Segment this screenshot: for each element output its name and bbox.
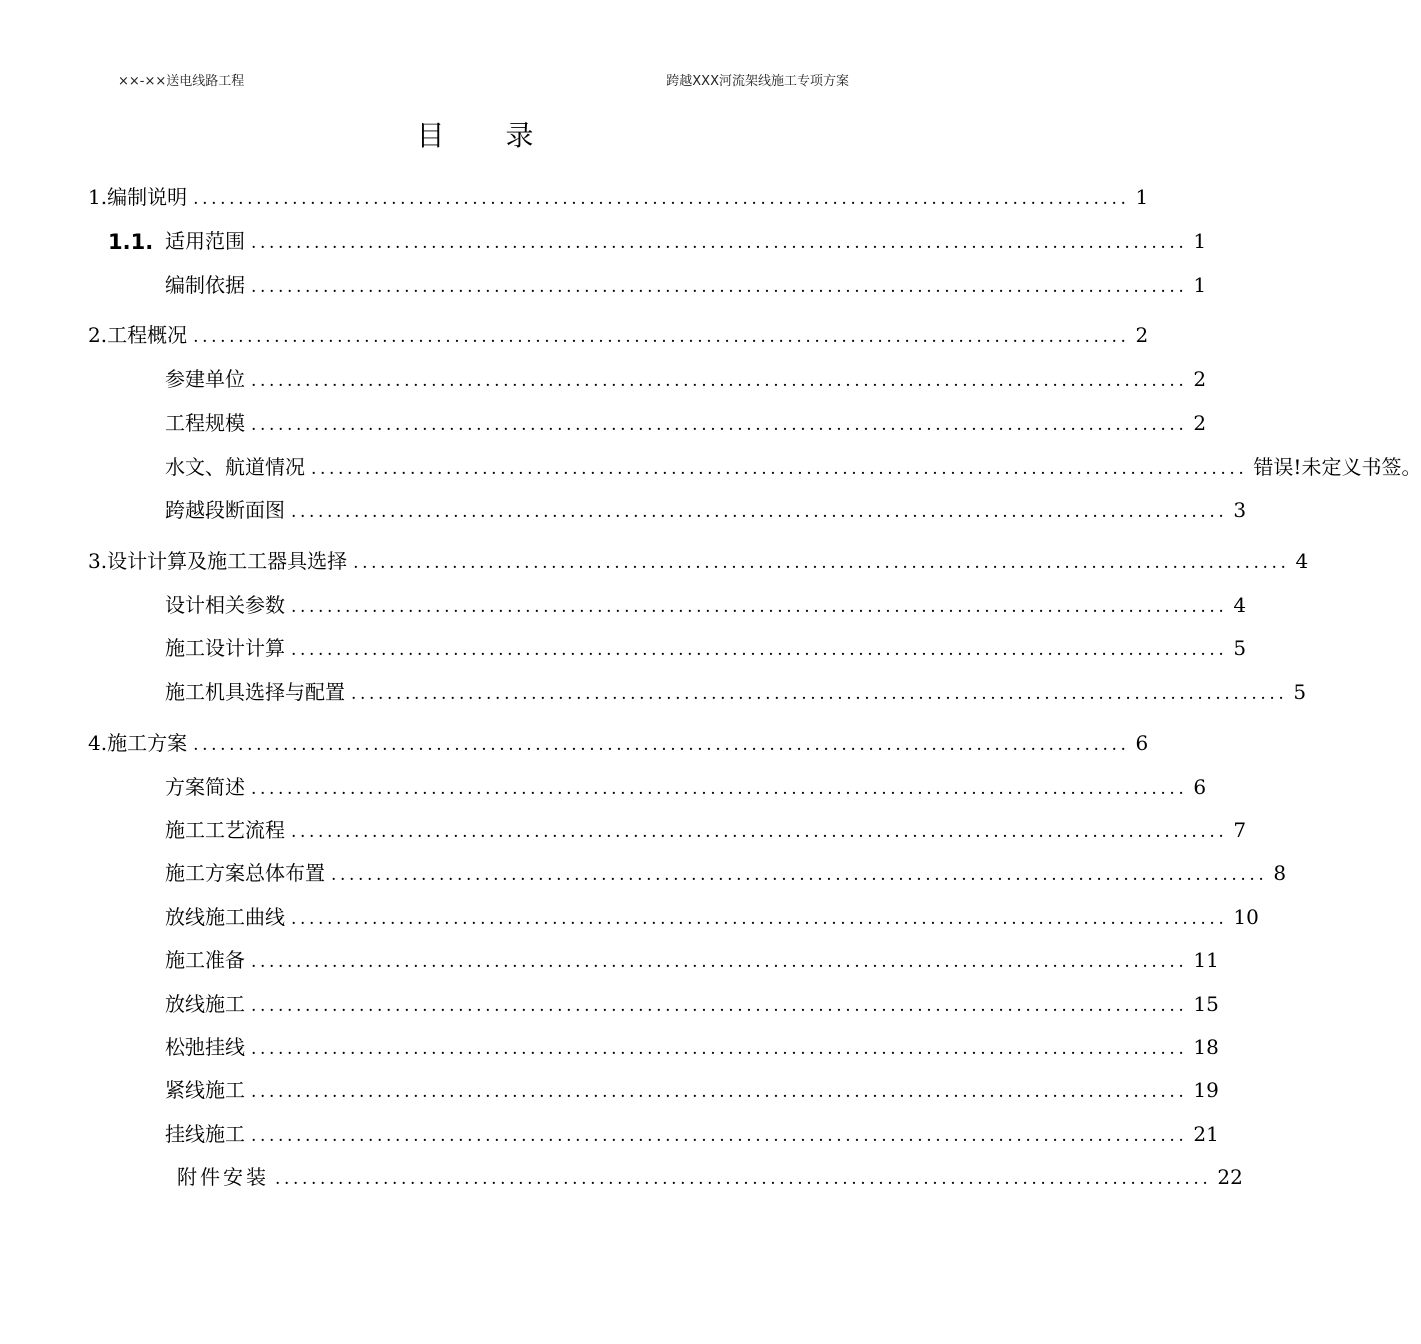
toc-entry[interactable]: [165, 633, 1247, 663]
toc-leader-dots: ........................................................................................................: [193, 327, 1130, 347]
toc-entry-page: 7: [1233, 818, 1247, 842]
toc-entry-label: 附件安装: [177, 1165, 269, 1189]
toc-entry-page: 22: [1217, 1165, 1243, 1189]
toc-entry[interactable]: [88, 320, 1149, 350]
heading-number-marker: 1.1.: [108, 230, 154, 254]
toc-entry[interactable]: [165, 677, 1307, 707]
toc-leader-dots: ........................................................................................................: [193, 735, 1130, 755]
toc-leader-dots: ........................................................................................................: [251, 233, 1188, 253]
toc-entry-label: 设计相关参数: [165, 593, 285, 617]
toc-leader-dots: ........................................................................................................: [251, 996, 1188, 1016]
toc-entry-label: 水文、航道情况: [165, 455, 305, 479]
toc-entry-label: 挂线施工: [165, 1122, 245, 1146]
toc-leader-dots: ........................................................................................................: [251, 779, 1188, 799]
toc-entry-page: 3: [1233, 498, 1247, 522]
toc-entry[interactable]: [88, 728, 1149, 758]
toc-entry-page: 18: [1193, 1035, 1219, 1059]
toc-entry[interactable]: [165, 590, 1247, 620]
toc-entry-label: 参建单位: [165, 367, 245, 391]
toc-entry-label: 放线施工曲线: [165, 905, 285, 929]
toc-entry[interactable]: [165, 1032, 1219, 1062]
toc-leader-dots: ........................................................................................................: [291, 909, 1228, 929]
toc-entry[interactable]: [165, 858, 1287, 888]
toc-entry-label: 设计计算及施工工器具选择: [107, 549, 348, 573]
toc-entry-page: 1: [1135, 185, 1149, 209]
toc-entry-page: 4: [1295, 549, 1309, 573]
toc-leader-dots: ........................................................................................................: [291, 822, 1228, 842]
toc-entry-page: 6: [1193, 775, 1207, 799]
toc-entry-page: 11: [1193, 948, 1219, 972]
toc-entry-page: 4: [1233, 593, 1247, 617]
toc-entry[interactable]: [165, 364, 1207, 394]
toc-entry-label: 施工机具选择与配置: [165, 680, 345, 704]
toc-entry-page: 2: [1193, 411, 1207, 435]
toc-entry-page: 1: [1193, 229, 1207, 253]
running-header-left: ××-××送电线路工程: [118, 74, 245, 89]
toc-leader-dots: ........................................................................................................: [251, 952, 1188, 972]
running-header-right: 跨越XXX河流架线施工专项方案: [666, 74, 849, 89]
toc-leader-dots: ........................................................................................................: [353, 553, 1290, 573]
toc-entry-label: 施工方案总体布置: [165, 861, 325, 885]
toc-entry-label: 工程概况: [107, 323, 188, 347]
toc-leader-dots: ........................................................................................................: [193, 189, 1130, 209]
toc-entry-label: 施工方案: [107, 731, 188, 755]
toc-entry-page: 2: [1193, 367, 1207, 391]
toc-entry[interactable]: [165, 408, 1207, 438]
toc-entry[interactable]: [165, 772, 1207, 802]
toc-entry[interactable]: [88, 182, 1149, 212]
toc-leader-dots: ........................................................................................................: [251, 415, 1188, 435]
toc-leader-dots: ........................................................................................................: [331, 865, 1268, 885]
toc-leader-dots: ........................................................................................................: [251, 371, 1188, 391]
toc-entry-page: 2: [1135, 323, 1149, 347]
toc-entry[interactable]: [165, 226, 1207, 256]
toc-entry-page: 5: [1293, 680, 1307, 704]
toc-entry-label: 编制说明: [107, 185, 188, 209]
toc-leader-dots: ........................................................................................................: [251, 277, 1188, 297]
toc-entry-page: 错误!未定义书签。: [1253, 455, 1421, 479]
toc-entry-label: 紧线施工: [165, 1078, 245, 1102]
toc-leader-dots: ........................................................................................................: [351, 684, 1288, 704]
toc-entry-number: 4.: [88, 731, 108, 755]
toc-entry-page: 8: [1273, 861, 1287, 885]
toc-entry-label: 放线施工: [165, 992, 245, 1016]
toc-entry-label: 松弛挂线: [165, 1035, 245, 1059]
toc-leader-dots: ........................................................................................................: [291, 640, 1228, 660]
toc-entry-number: 3.: [88, 549, 108, 573]
toc-entry-page: 15: [1193, 992, 1219, 1016]
toc-entry[interactable]: [177, 1162, 1243, 1192]
toc-leader-dots: ........................................................................................................: [251, 1039, 1188, 1059]
toc-leader-dots: ........................................................................................................: [291, 597, 1228, 617]
toc-entry[interactable]: [165, 902, 1259, 932]
toc-entry-number: 2.: [88, 323, 108, 347]
toc-entry-label: 编制依据: [165, 273, 245, 297]
toc-leader-dots: ........................................................................................................: [291, 502, 1228, 522]
toc-entry-label: 方案简述: [165, 775, 245, 799]
toc-entry-page: 6: [1135, 731, 1149, 755]
toc-entry-page: 10: [1233, 905, 1259, 929]
toc-entry[interactable]: [88, 546, 1309, 576]
toc-entry-label: 施工工艺流程: [165, 818, 285, 842]
toc-leader-dots: ........................................................................................................: [251, 1126, 1188, 1146]
toc-entry-label: 适用范围: [165, 229, 245, 253]
toc-entry-page: 19: [1193, 1078, 1219, 1102]
toc-entry[interactable]: [165, 1075, 1219, 1105]
toc-entry-page: 5: [1233, 636, 1247, 660]
toc-entry[interactable]: [165, 815, 1247, 845]
toc-entry-page: 1: [1193, 273, 1207, 297]
toc-entry[interactable]: [165, 495, 1247, 525]
toc-entry[interactable]: [165, 945, 1219, 975]
toc-entry-number: 1.: [88, 185, 108, 209]
toc-entry-label: 跨越段断面图: [165, 498, 285, 522]
toc-leader-dots: ........................................................................................................: [311, 459, 1248, 479]
toc-entry[interactable]: [165, 1119, 1219, 1149]
page-title: 目 录: [416, 119, 560, 152]
toc-entry-label: 施工准备: [165, 948, 245, 972]
toc-leader-dots: ........................................................................................................: [275, 1169, 1212, 1189]
toc-entry-page: 21: [1193, 1122, 1219, 1146]
toc-entry-label: 施工设计计算: [165, 636, 285, 660]
toc-entry[interactable]: [165, 270, 1207, 300]
toc-leader-dots: ........................................................................................................: [251, 1082, 1188, 1102]
toc-entry[interactable]: [165, 989, 1219, 1019]
toc-entry-label: 工程规模: [165, 411, 245, 435]
toc-entry[interactable]: [165, 452, 1421, 482]
